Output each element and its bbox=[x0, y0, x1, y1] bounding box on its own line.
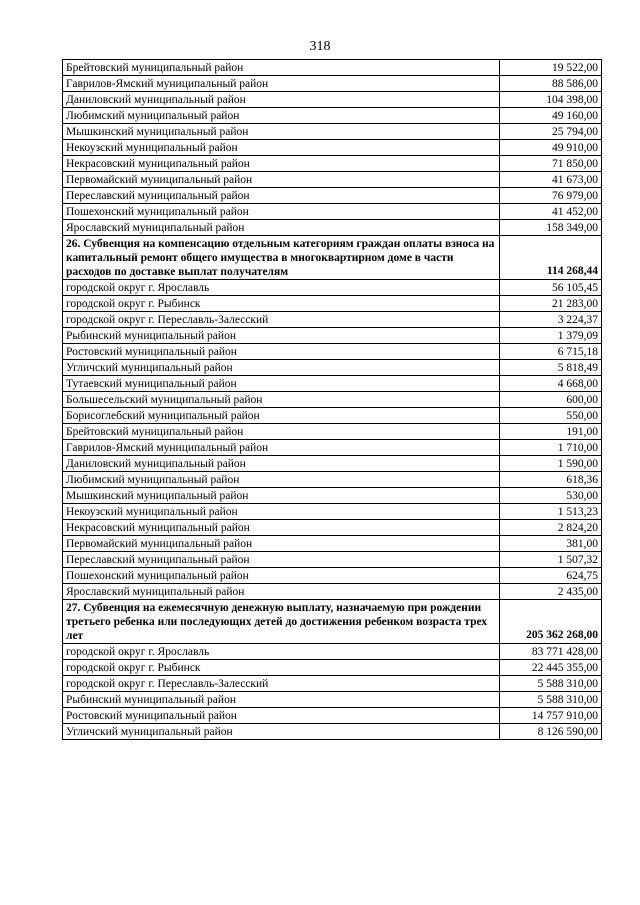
table-row bbox=[63, 344, 602, 360]
recipient-name: Мышкинский муниципальный район bbox=[63, 124, 500, 140]
table-row bbox=[63, 456, 602, 472]
page-number: 318 bbox=[309, 39, 331, 54]
amount-cell: 56 105,45 bbox=[500, 280, 602, 296]
table-row bbox=[63, 520, 602, 536]
section-total: 114 268,44 bbox=[500, 236, 602, 280]
recipient-name: Тутаевский муниципальный район bbox=[63, 376, 500, 392]
amount-cell: 41 452,00 bbox=[500, 204, 602, 220]
recipient-name: Ярославский муниципальный район bbox=[63, 584, 500, 600]
recipient-name: Некрасовский муниципальный район bbox=[63, 520, 500, 536]
amount-cell: 76 979,00 bbox=[500, 188, 602, 204]
recipient-name: Первомайский муниципальный район bbox=[63, 536, 500, 552]
recipient-name: Большесельский муниципальный район bbox=[63, 392, 500, 408]
section-row bbox=[63, 236, 602, 280]
amount-cell: 1 507,32 bbox=[500, 552, 602, 568]
table-body bbox=[63, 60, 602, 740]
table-row bbox=[63, 92, 602, 108]
table-row bbox=[63, 188, 602, 204]
table-row bbox=[63, 644, 602, 660]
table-row bbox=[63, 76, 602, 92]
recipient-name: Ростовский муниципальный район bbox=[63, 708, 500, 724]
amount-cell: 624,75 bbox=[500, 568, 602, 584]
amount-cell: 22 445 355,00 bbox=[500, 660, 602, 676]
table-row bbox=[63, 676, 602, 692]
amount-cell: 104 398,00 bbox=[500, 92, 602, 108]
table-row bbox=[63, 660, 602, 676]
amount-cell: 550,00 bbox=[500, 408, 602, 424]
section-total: 205 362 268,00 bbox=[500, 600, 602, 644]
table-row bbox=[63, 220, 602, 236]
recipient-name: Даниловский муниципальный район bbox=[63, 92, 500, 108]
recipient-name: Любимский муниципальный район bbox=[63, 472, 500, 488]
amount-cell: 5 588 310,00 bbox=[500, 676, 602, 692]
table-row bbox=[63, 312, 602, 328]
amount-cell: 4 668,00 bbox=[500, 376, 602, 392]
table-row bbox=[63, 108, 602, 124]
table-row bbox=[63, 328, 602, 344]
recipient-name: Брейтовский муниципальный район bbox=[63, 60, 500, 76]
table-row bbox=[63, 140, 602, 156]
table-row bbox=[63, 504, 602, 520]
table-row bbox=[63, 124, 602, 140]
amount-cell: 21 283,00 bbox=[500, 296, 602, 312]
table-row bbox=[63, 440, 602, 456]
section-title: 27. Субвенция на ежемесячную денежную выплату, назначаемую при рождении третьего ребенка или последующих детей до достижения ребенком возраста трех лет bbox=[63, 600, 500, 644]
amount-cell: 2 435,00 bbox=[500, 584, 602, 600]
amount-cell: 158 349,00 bbox=[500, 220, 602, 236]
amount-cell: 8 126 590,00 bbox=[500, 724, 602, 740]
table-row bbox=[63, 360, 602, 376]
table-row bbox=[63, 708, 602, 724]
amount-cell: 49 910,00 bbox=[500, 140, 602, 156]
amount-cell: 41 673,00 bbox=[500, 172, 602, 188]
amount-cell: 6 715,18 bbox=[500, 344, 602, 360]
recipient-name: Рыбинский муниципальный район bbox=[63, 692, 500, 708]
amount-cell: 381,00 bbox=[500, 536, 602, 552]
recipient-name: Даниловский муниципальный район bbox=[63, 456, 500, 472]
table-row bbox=[63, 392, 602, 408]
recipient-name: городской округ г. Ярославль bbox=[63, 644, 500, 660]
table-row bbox=[63, 172, 602, 188]
recipient-name: городской округ г. Ярославль bbox=[63, 280, 500, 296]
table-row bbox=[63, 568, 602, 584]
recipient-name: Пошехонский муниципальный район bbox=[63, 568, 500, 584]
recipient-name: Борисоглебский муниципальный район bbox=[63, 408, 500, 424]
amount-cell: 1 379,09 bbox=[500, 328, 602, 344]
table-row bbox=[63, 204, 602, 220]
recipient-name: Рыбинский муниципальный район bbox=[63, 328, 500, 344]
amount-cell: 83 771 428,00 bbox=[500, 644, 602, 660]
table-row bbox=[63, 584, 602, 600]
amount-cell: 1 513,23 bbox=[500, 504, 602, 520]
recipient-name: Некоузский муниципальный район bbox=[63, 504, 500, 520]
table-row bbox=[63, 408, 602, 424]
table-row bbox=[63, 296, 602, 312]
recipient-name: Ярославский муниципальный район bbox=[63, 220, 500, 236]
table-row bbox=[63, 156, 602, 172]
recipient-name: Угличский муниципальный район bbox=[63, 360, 500, 376]
table-row bbox=[63, 536, 602, 552]
amount-cell: 19 522,00 bbox=[500, 60, 602, 76]
recipient-name: Пошехонский муниципальный район bbox=[63, 204, 500, 220]
section-title: 26. Субвенция на компенсацию отдельным категориям граждан оплаты взноса на капитальный ремонт общего имущества в многоквартирном доме в части расходов по доставке выплат получателям bbox=[63, 236, 500, 280]
recipient-name: Мышкинский муниципальный район bbox=[63, 488, 500, 504]
amount-cell: 5 588 310,00 bbox=[500, 692, 602, 708]
budget-table bbox=[62, 59, 602, 740]
amount-cell: 1 590,00 bbox=[500, 456, 602, 472]
table-row bbox=[63, 724, 602, 740]
recipient-name: Некоузский муниципальный район bbox=[63, 140, 500, 156]
recipient-name: Переславский муниципальный район bbox=[63, 552, 500, 568]
recipient-name: Первомайский муниципальный район bbox=[63, 172, 500, 188]
recipient-name: Некрасовский муниципальный район bbox=[63, 156, 500, 172]
table-row bbox=[63, 692, 602, 708]
recipient-name: Брейтовский муниципальный район bbox=[63, 424, 500, 440]
table-row bbox=[63, 280, 602, 296]
table-row bbox=[63, 488, 602, 504]
recipient-name: городской округ г. Рыбинск bbox=[63, 296, 500, 312]
recipient-name: Гаврилов-Ямский муниципальный район bbox=[63, 76, 500, 92]
amount-cell: 5 818,49 bbox=[500, 360, 602, 376]
recipient-name: Любимский муниципальный район bbox=[63, 108, 500, 124]
recipient-name: Ростовский муниципальный район bbox=[63, 344, 500, 360]
recipient-name: Переславский муниципальный район bbox=[63, 188, 500, 204]
amount-cell: 14 757 910,00 bbox=[500, 708, 602, 724]
recipient-name: городской округ г. Переславль-Залесский bbox=[63, 676, 500, 692]
amount-cell: 71 850,00 bbox=[500, 156, 602, 172]
amount-cell: 600,00 bbox=[500, 392, 602, 408]
recipient-name: Угличский муниципальный район bbox=[63, 724, 500, 740]
amount-cell: 191,00 bbox=[500, 424, 602, 440]
table-row bbox=[63, 472, 602, 488]
recipient-name: городской округ г. Рыбинск bbox=[63, 660, 500, 676]
table-row bbox=[63, 424, 602, 440]
amount-cell: 2 824,20 bbox=[500, 520, 602, 536]
amount-cell: 530,00 bbox=[500, 488, 602, 504]
section-row bbox=[63, 600, 602, 644]
amount-cell: 3 224,37 bbox=[500, 312, 602, 328]
amount-cell: 1 710,00 bbox=[500, 440, 602, 456]
amount-cell: 49 160,00 bbox=[500, 108, 602, 124]
table-row bbox=[63, 552, 602, 568]
recipient-name: городской округ г. Переславль-Залесский bbox=[63, 312, 500, 328]
amount-cell: 25 794,00 bbox=[500, 124, 602, 140]
recipient-name: Гаврилов-Ямский муниципальный район bbox=[63, 440, 500, 456]
table-row bbox=[63, 60, 602, 76]
amount-cell: 618,36 bbox=[500, 472, 602, 488]
table-row bbox=[63, 376, 602, 392]
amount-cell: 88 586,00 bbox=[500, 76, 602, 92]
